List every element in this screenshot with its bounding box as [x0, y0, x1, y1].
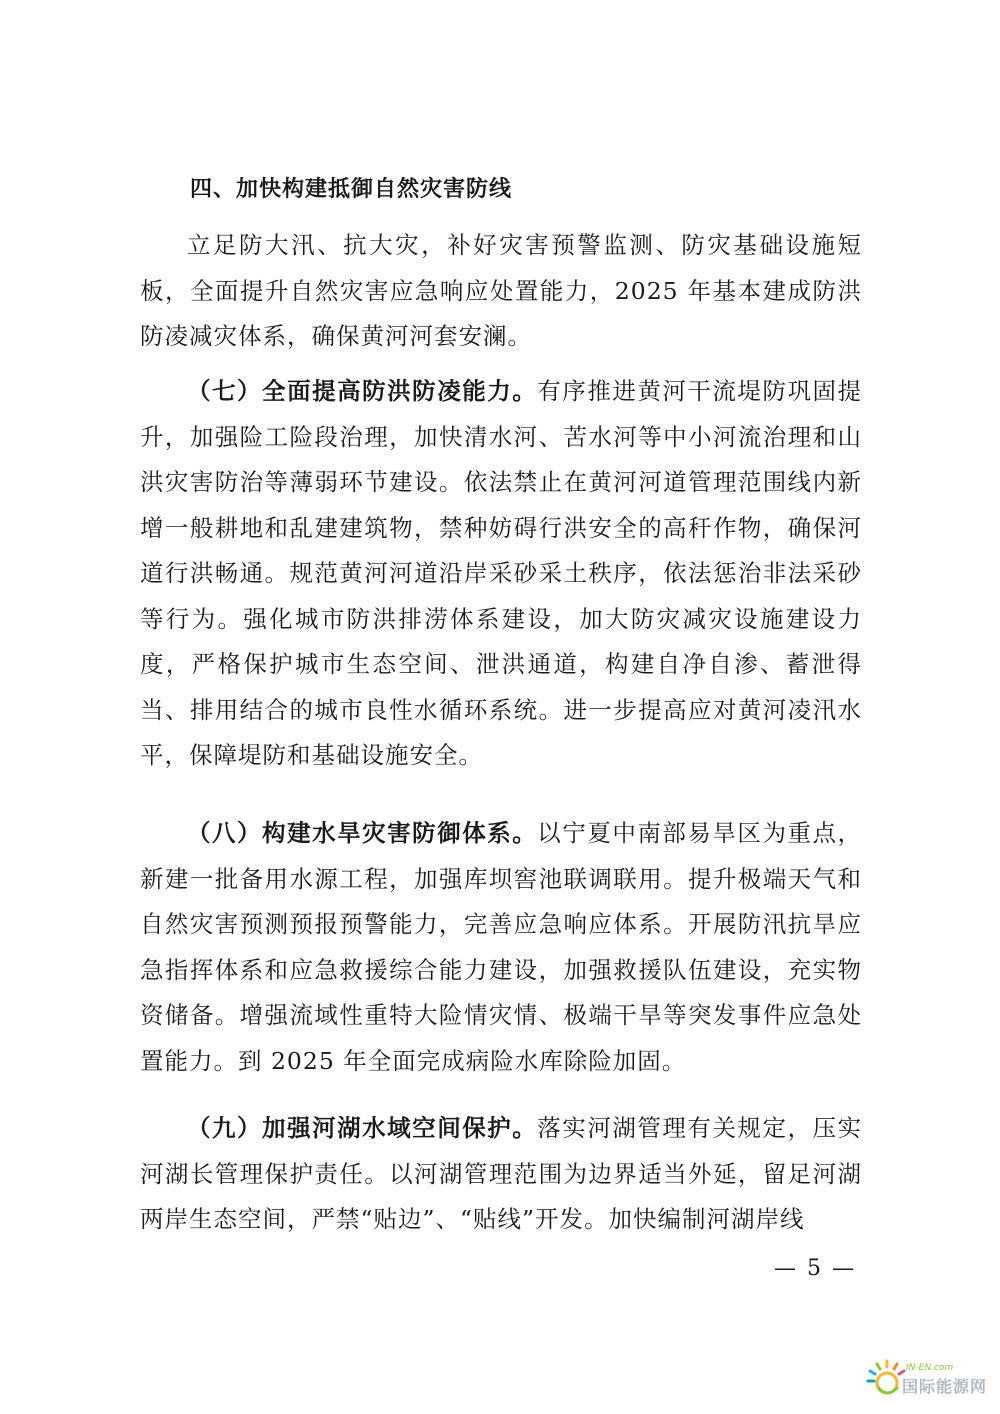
- paragraph-flood-control: [140, 369, 862, 779]
- paragraph-text: 有序推进黄河干流堤防巩固提升，加强险工险段治理，加快清水河、苦水河等中小河流治理和山洪灾害防治等薄弱环节建设。依法禁止在黄河河道管理范围线内新增一般耕地和乱建建筑物，禁种妨碍行洪安全的高秆作物，确保河道行洪畅通。规范黄河河道沿岸采砂采土秩序，依法惩治非法采砂等行为。强化城市防洪排涝体系建设，加大防灾减灾设施建设力度，严格保护城市生态空间、泄洪通道，构建自净自渗、蓄泄得当、排用结合的城市良性水循环系统。进一步提高应对黄河凌汛水平，保障堤防和基础设施安全。: [140, 377, 863, 769]
- page-number: — 5 —: [774, 1256, 856, 1281]
- watermark-site: IN-EN.com: [906, 1363, 954, 1373]
- paragraph-text: 以宁夏中南部易旱区为重点，新建一批备用水源工程，加强库坝窖池联调联用。提升极端天气和自然灾害预测预报预警能力，完善应急响应体系。开展防汛抗旱应急指挥体系和应急救援综合能力建设，加强救援队伍建设，充实物资储备。增强流域性重特大险情灾情、极端干旱等突发事件应急处置能力。到 2025 年全面完成病险水库除险加固。: [140, 819, 863, 1075]
- paragraph-river-lake-protection: [140, 1106, 862, 1243]
- paragraph-intro: [140, 223, 862, 360]
- paragraph-lead: （八）构建水旱灾害防御体系。: [187, 819, 538, 847]
- paragraph-text: 落实河湖管理有关规定，压实河湖长管理保护责任。以河湖管理范围为边界适当外延，留足河湖两岸生态空间，严禁“贴边”、“贴线”开发。加快编制河湖岸线: [140, 1114, 863, 1233]
- watermark-brand: 国际能源网: [902, 1377, 988, 1396]
- watermark: [864, 1357, 994, 1405]
- paragraph-lead: （七）全面提高防洪防凌能力。: [187, 377, 538, 405]
- paragraph-lead: （九）加强河湖水域空间保护。: [187, 1114, 538, 1142]
- paragraph-drought-defense: [140, 811, 862, 1084]
- section-heading: 四、加快构建抵御自然灾害防线: [190, 177, 513, 202]
- paragraph-text: 立足防大汛、抗大灾，补好灾害预警监测、防灾基础设施短板，全面提升自然灾害应急响应处置能力，2025 年基本建成防洪防凌减灾体系，确保黄河河套安澜。: [140, 231, 862, 350]
